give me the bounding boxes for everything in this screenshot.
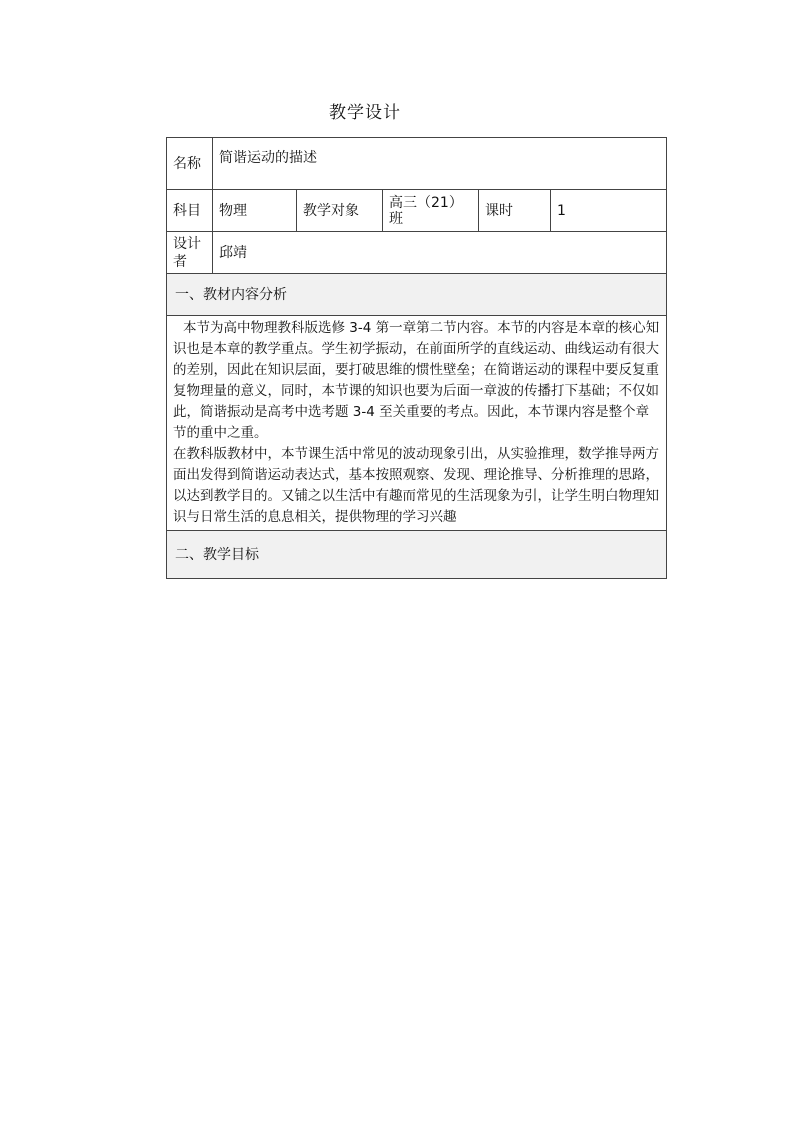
designer-value: 邱靖 [213,232,667,274]
subject-value: 物理 [213,190,297,232]
section-body-row [167,316,667,531]
section-heading-row [167,531,667,579]
row-subject [167,190,667,232]
paragraph: 本节为高中物理教科版选修 3-4 第一章第二节内容。本节的内容是本章的核心知识也是本章的教学重点。学生初学振动，在前面所学的直线运动、曲线运动有很大的差别，因此在知识层面，要打破思维的惯性壁垒；在简谐运动的课程中要反复重复物理量的意义，同时，本节课的知识也要为后面一章波的传播打下基础；不仅如此，简谐振动是高考中选考题 3-4 至关重要的考点。因此，本节课内容是整个章节的重中之重。 [173,320,660,441]
section-heading-content-analysis: 一、教材内容分析 [167,274,667,316]
hours-label: 课时 [479,190,551,232]
lesson-design-table [166,137,667,579]
row-name [167,138,667,190]
hours-value: 1 [551,190,667,232]
name-value: 简谐运动的描述 [213,138,667,190]
audience-label: 教学对象 [297,190,383,232]
name-label: 名称 [167,138,213,190]
designer-label: 设计者 [167,232,213,274]
section-heading-teaching-goals: 二、教学目标 [167,531,667,579]
row-designer [167,232,667,274]
document-title: 教学设计 [329,103,401,123]
section-heading-row [167,274,667,316]
section-body-content-analysis [167,316,667,531]
audience-value: 高三（21）班 [383,190,479,232]
subject-label: 科目 [167,190,213,232]
paragraph: 在教科版教材中，本节课生活中常见的波动现象引出，从实验推理，数学推导两方面出发得到简谐运动表达式，基本按照观察、发现、理论推导、分析推理的思路，以达到教学目的。又铺之以生活中有趣而常见的生活现象为引，让学生明白物理知识与日常生活的息息相关，提供物理的学习兴趣 [173,446,659,525]
